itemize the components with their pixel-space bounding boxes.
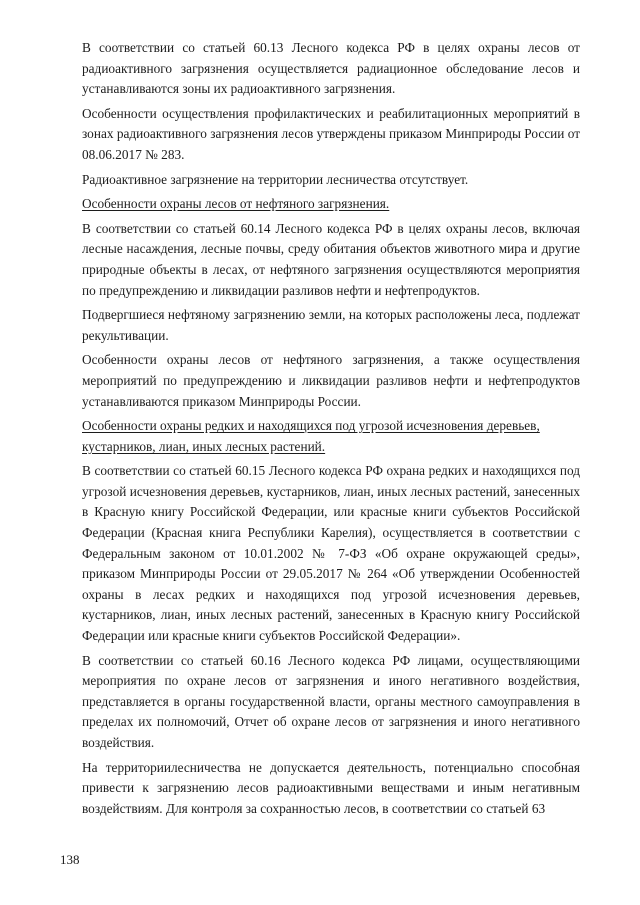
- paragraph-rehabilitation-measures: Особенности осуществления профилактических и реабилитационных мероприятий в зонах радиоактивного загрязнения лесов утверждены приказом Минприроды России от 08.06.2017 № 283.: [82, 105, 580, 162]
- paragraph-article-60-14: В соответствии со статьей 60.14 Лесного кодекса РФ в целях охраны лесов, включая лесные насаждения, лесные почвы, среду обитания объектов животного мира и другие природные объекты в лесах, от нефтяного загрязнения осуществляются мероприятия по предупреждению и ликвидации разливов нефти и нефтепродуктов.: [82, 220, 580, 298]
- page-number: 138: [60, 852, 80, 867]
- paragraph-article-60-15: В соответствии со статьей 60.15 Лесного кодекса РФ охрана редких и находящихся под угрозой исчезновения деревьев, кустарников, лиан, иных лесных растений, занесенных в Красную книгу Российской Федерации, или красные книги субъектов Российской Федерации (Красная книга Республики Карелия), осуществляется в соответствии с Федеральным законом от 10.01.2002 № 7-ФЗ «Об охране окружающей среды», приказом Минприроды России от 29.05.2017 № 264 «Об утверждении Особенностей охраны в лесах редких и находящихся под угрозой исчезновения деревьев, кустарников, лиан, иных лесных растений, занесенных в Красную книгу Российской Федерации или красные книги субъектов Российской Федерации».: [82, 463, 580, 644]
- paragraph-article-60-16: В соответствии со статьей 60.16 Лесного кодекса РФ лицами, осуществляющими мероприятия по охране лесов от загрязнения и иного негативного воздействия, представляется в органы государственной власти, органы местного самоуправления в пределах их полномочий, Отчет об охране лесов от загрязнения и иного негативного воздействия.: [82, 652, 580, 750]
- heading-rare-plants: Особенности охраны редких и находящихся под угрозой исчезновения деревьев, кустарников, лиан, иных лесных растений.: [82, 418, 540, 454]
- heading-oil-pollution: Особенности охраны лесов от нефтяного загрязнения.: [82, 196, 390, 212]
- paragraph-prohibited-activity: На территориилесничества не допускается деятельность, потенциально способная привести к загрязнению лесов радиоактивными веществами и иным негативным воздействиям. Для контроля за сохранностью лесов, в соответствии со статьей 63: [82, 759, 580, 816]
- paragraph-no-radioactive-contamination: Радиоактивное загрязнение на территории лесничества отсутствует.: [82, 171, 469, 187]
- paragraph-recultivation: Подвергшиеся нефтяному загрязнению земли, на которых расположены леса, подлежат рекультивации.: [82, 307, 580, 343]
- paragraph-oil-order: Особенности охраны лесов от нефтяного загрязнения, а также осуществления мероприятий по предупреждению и ликвидации разливов нефти и нефтепродуктов устанавливаются приказом Минприроды России.: [82, 352, 580, 409]
- paragraph-radioactive-zones: В соответствии со статьей 60.13 Лесного кодекса РФ в целях охраны лесов от радиоактивного загрязнения осуществляется радиационное обследование лесов и устанавливаются зоны их радиоактивного загрязнения.: [82, 40, 580, 97]
